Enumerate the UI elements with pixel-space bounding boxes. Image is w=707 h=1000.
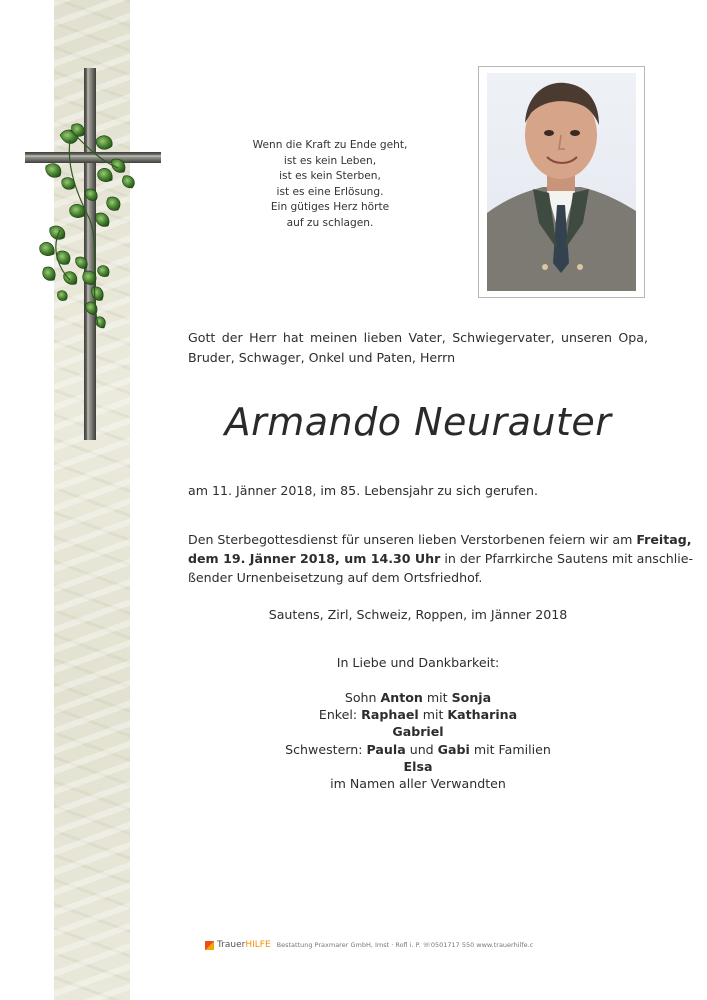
logo-text-a: Trauer	[217, 940, 246, 950]
logo-text-b: HILFE	[245, 940, 271, 950]
funeral-text: ßender Urnenbeisetzung auf dem Ortsfriedhof.	[188, 570, 483, 585]
relation-label: Sohn	[344, 690, 381, 705]
poem	[240, 138, 420, 231]
connector: mit	[422, 690, 452, 705]
mourners-list	[188, 689, 648, 792]
mourner-line	[188, 723, 648, 740]
mourner-name: Anton	[380, 690, 423, 705]
decorative-stripe	[54, 0, 130, 1000]
logo-text	[217, 940, 271, 950]
mourner-name: Raphael	[361, 707, 419, 723]
poem-line: ist es kein Sterben,	[279, 170, 381, 182]
footer	[205, 938, 533, 952]
connector: mit	[418, 707, 448, 723]
mourner-name: Sonja	[451, 690, 492, 705]
relatives-line: im Namen aller Verwandten	[330, 776, 506, 792]
funeral-info	[188, 530, 694, 587]
connector: mit Familien	[469, 741, 551, 757]
mourner-line	[188, 775, 648, 792]
mourner-line	[188, 758, 648, 775]
relation-label: Schwestern:	[285, 741, 367, 757]
mourner-line	[188, 741, 648, 758]
poem-line: Wenn die Kraft zu Ende geht,	[252, 139, 408, 151]
date-of-death: am 11. Jänner 2018, im 85. Lebensjahr zu sich gerufen.	[188, 483, 539, 498]
poem-line: ist es kein Leben,	[283, 154, 377, 167]
gratitude-line: In Liebe und Dankbarkeit:	[336, 655, 500, 670]
funeral-text: Den Sterbegottesdienst für unseren lieben Verstorbenen feiern wir am	[188, 532, 637, 547]
funeral-date-time: dem 19. Jänner 2018, um 14.30 Uhr	[188, 551, 441, 566]
mourner-name: Paula	[366, 741, 406, 757]
funeral-day: Freitag,	[636, 532, 692, 547]
mourner-name: Katharina	[447, 707, 518, 723]
portrait-photo	[487, 73, 636, 291]
mourner-line	[188, 706, 648, 723]
intro-text: Gott der Herr hat meinen lieben Vater, Schwiegervater, unseren Opa, Bruder, Schwager, Onkel und Paten, Herrn	[188, 330, 648, 365]
mourner-line	[188, 689, 648, 706]
connector: und	[405, 741, 438, 757]
poem-line: Ein gütiges Herz hörte	[270, 201, 390, 213]
relation-label: Enkel:	[318, 707, 362, 723]
poem-line: auf zu schlagen.	[286, 216, 374, 229]
places-and-date: Sautens, Zirl, Schweiz, Roppen, im Jänner 2018	[268, 607, 568, 622]
company-info: Bestattung Praxmarer GmbH, Imst · Rofl i. P. ☏0501717 550 www.trauerhilfe.c	[276, 941, 534, 949]
mourner-name: Gabi	[437, 741, 470, 757]
poem-line: ist es eine Erlösung.	[276, 185, 384, 198]
trauerhilfe-logo-icon	[205, 941, 214, 950]
mourner-name: Elsa	[403, 758, 433, 774]
deceased-name: Armando Neurauter	[224, 400, 612, 444]
mourner-name: Gabriel	[392, 724, 444, 740]
funeral-text: in der Pfarrkirche Sautens mit anschlie-	[440, 551, 694, 566]
